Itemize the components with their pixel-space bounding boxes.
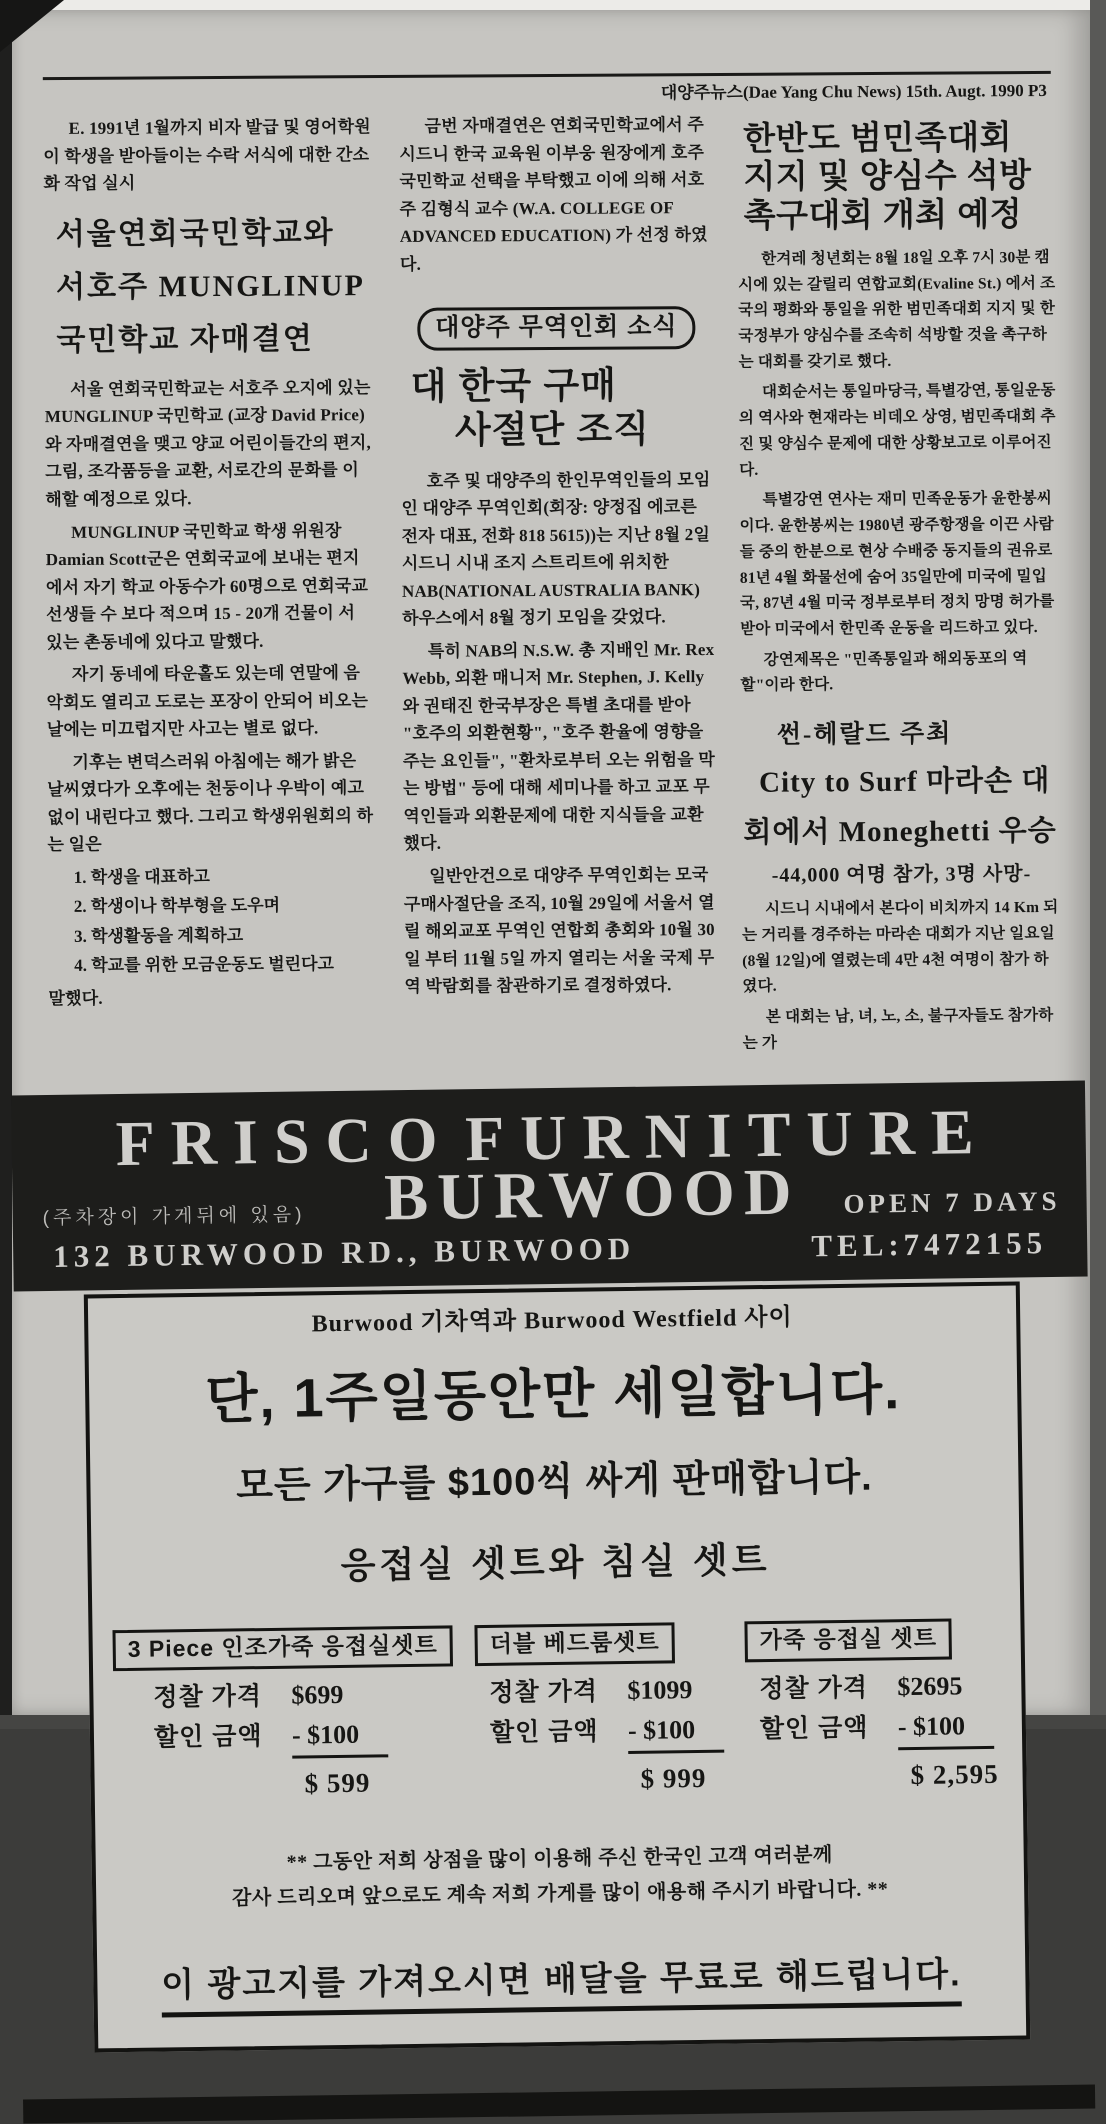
price-label: 할인 금액 — [153, 1722, 263, 1753]
price-row — [153, 1677, 453, 1715]
price-label: 정찰 가격 — [759, 1674, 869, 1704]
article-paragraph: 대회순서는 통일마당극, 특별강연, 통일운동의 역사와 현재라는 비데오 상영, 범민족대회 추진 및 양심수 문제에 대한 상황보고로 이루어진다. — [738, 382, 1056, 479]
article-paragraph: 기후는 변덕스러워 아침에는 해가 밝은 날씨였다가 오후에는 천둥이나 우박이 예고없이 내린다고 했다. 그리고 학생위원회의 하는 일은 — [47, 750, 374, 855]
price-box-double-bedroom — [474, 1623, 724, 1800]
ad-bottom-rule — [23, 2085, 1095, 2124]
list-item: 1. 학생을 대표하고 — [73, 866, 210, 887]
price-label: 할인 금액 — [759, 1714, 869, 1744]
article-paragraph: 특별강연 연사는 재미 민족운동가 윤한봉씨이다. 윤한봉씨는 1980년 광주항쟁을 이끈 사람들 중의 한분으로 현상 수배중 동지들의 권유로 81년 4월 화물선에 숨어 35일만에 미국에 밀입국, 87년 4월 미국 정부로부터 정치 망명 허가를 받아 미국에서 한민족 운동을 리드하고 있다. — [739, 490, 1055, 638]
article-rally-and-marathon — [737, 104, 1063, 1061]
price-label: 할인 금액 — [489, 1717, 599, 1748]
price-box-title: 3 Piece 인조가죽 응접실셋트 — [112, 1626, 453, 1671]
open-days: OPEN 7 DAYS — [843, 1186, 1061, 1220]
price-box-title: 더블 베드룸셋트 — [474, 1623, 674, 1667]
headline-line: 서호주 MUNGLINUP — [55, 269, 365, 305]
headline-line: 사절단 조직 — [454, 408, 651, 451]
headline-line: 국민학교 자매결연 — [56, 322, 314, 358]
price-label: 정찰 가격 — [489, 1678, 599, 1708]
price-total: $ 999 — [640, 1763, 707, 1795]
price-box-sofa-3piece — [112, 1626, 454, 1804]
price-value: $2695 — [897, 1671, 963, 1702]
section-badge: 대양주 무역인회 소식 — [417, 306, 696, 350]
article-paragraph: 본 대회는 남, 녀, 노, 소, 불구자들도 참가하는 가 — [742, 1006, 1054, 1052]
ad-sale-box — [84, 1282, 1030, 2052]
store-name-word: FRISCO — [115, 1103, 454, 1180]
article-paragraph: 말했다. — [48, 988, 103, 1009]
article-paragraph: MUNGLINUP 국민학교 학생 위원장 Damian Scott군은 연회국교에 보내는 편지에서 자기 학교 아동수가 60명으로 연회국교 선생들 수 보다 적으며 15 - 20개 건물이 서 있는 촌동네에 있다고 말했다. — [45, 520, 369, 652]
price-total: $ 599 — [304, 1767, 371, 1799]
price-value: - $100 — [898, 1709, 995, 1750]
price-row — [490, 1713, 725, 1756]
price-row — [154, 1717, 455, 1761]
article-trade-association — [399, 106, 716, 1005]
headline-line: 대 한국 구매 — [410, 364, 618, 407]
price-label: 정찰 가격 — [153, 1682, 263, 1713]
list-item: 2. 학생이나 학부형을 도우며 — [73, 896, 281, 917]
article-paragraph: 한겨레 청년회는 8월 18일 오후 7시 30분 캠시에 있는 갈릴리 연합교회(Evaline St.) 에서 조국의 평화와 통일을 위한 범민족대회 지지 및 한국정부가 양심수를 조속히 석방할 것을 촉구하는 대회를 갖기로 했다. — [738, 248, 1056, 371]
headline-line: 회에서 Moneghetti 우승 — [743, 815, 1057, 850]
masthead-rule — [43, 71, 1051, 80]
article-headline — [743, 118, 1058, 235]
headline-line: 서울연회국민학교와 — [55, 215, 335, 251]
numbered-list — [74, 862, 379, 980]
headline-deck: -44,000 여명 참가, 3명 사망- — [771, 863, 1032, 887]
article-paragraph: 일반안건으로 대양주 무역인회는 모국 구매사절단을 조직, 10월 29일에 서울서 열릴 해외교포 무역인 연합회 총회와 10월 30일 부터 11월 5일 까지 열리는 서울 국제 무역 박람회를 참관하기로 결정하였다. — [403, 865, 715, 997]
headline-line: City to Surf 마라손 대 — [759, 764, 1051, 799]
thank-you-line: 감사 드리오며 앞으로도 계속 저희 가게를 많이 애용해 주시기 바랍니다. ** — [231, 1878, 889, 1910]
ad-banner — [11, 1081, 1088, 1292]
photo-corner — [0, 0, 64, 52]
list-item: 3. 학생활동을 계획하고 — [73, 925, 244, 946]
price-row — [489, 1673, 723, 1710]
store-name-word: FURNITURE — [464, 1096, 991, 1175]
furniture-advertisement — [9, 1081, 1101, 2124]
price-value: - $100 — [292, 1718, 389, 1759]
store-address: 132 BURWOOD RD., BURWOOD — [53, 1231, 636, 1275]
free-delivery-note: 이 광고지를 가져오시면 배달을 무료로 해드립니다. — [161, 1955, 962, 2018]
article-paragraph: 서울 연회국민학교는 서호주 오지에 있는 MUNGLINUP 국민학교 (교장 David Price)와 자매결연을 맺고 양교 어린이들간의 편지, 그림, 조각품등을 교환, 서로간의 문화를 이해할 예정으로 있다. — [44, 377, 372, 510]
store-name-word: BURWOOD — [383, 1156, 801, 1235]
article-paragraph: 시드니 시내에서 본다이 비치까지 14 Km 되는 거리를 경주하는 마라손 대회가 지난 일요일 (8월 12일)에 열렸는데 4만 4천 여명이 참가 하였다. — [742, 899, 1059, 996]
store-location-note: Burwood 기차역과 Burwood Westfield 사이 — [311, 1305, 793, 1339]
thank-you-line: ** 그동안 저희 상점을 많이 이용해 주신 한국인 고객 여러분께 — [286, 1844, 833, 1875]
price-box-leather-sofa — [744, 1619, 998, 1796]
article-paragraph: 호주 및 대양주의 한인무역인들의 모임인 대양주 무역인회(회장: 양정집 에코른전자 대표, 전화 818 5615))는 지난 8월 2일 시드니 시내 조지 스트리트에 위치한 NAB(NATIONAL AUSTRALIA BANK) 하우스에서 8월 정기 모임을 갖었다. — [401, 469, 711, 629]
sale-categories: 응접실 셋트와 침실 셋트 — [340, 1539, 771, 1587]
headline-line: 지지 및 양심수 석방 — [743, 156, 1032, 196]
list-item: 4. 학교를 위한 모금운동도 벌린다고 — [74, 954, 334, 976]
article-paragraph: E. 1991년 1월까지 비자 발급 및 영어학원이 학생을 받아들이는 수락 서식에 대한 간소화 작업 실시 — [43, 117, 371, 194]
store-phone: TEL:7472155 — [811, 1225, 1048, 1264]
parking-note: (주차장이 가게뒤에 있음) — [42, 1205, 306, 1230]
sale-headline: 단, 1주일동안만 세일합니다. — [204, 1360, 902, 1430]
article-paragraph: 특히 NAB의 N.S.W. 총 지배인 Mr. Rex Webb, 외환 매니저 Mr. Stephen, J. Kelly와 권태진 한국부장은 특별 초대를 받아 "호주의 외환현황", "호주 환율에 영향을 주는 요인들", "환차로부터 오는 위험을 막는 방법" 등에 대해 세미나를 하고 교포 무역인들과 외환문제에 대한 지식들을 교환했다. — [402, 639, 715, 854]
article-paragraph: 금번 자매결연은 연회국민학교에서 주시드니 한국 교육원 이부웅 원장에게 호주 국민학교 선택을 부탁했고 이에 의해 서호주 김형식 교수 (W.A. COLLEGE OF ADVANCED EDUCATION) 가 선정 하였다. — [399, 115, 708, 274]
article-paragraph: 자기 동네에 타운홀도 있는데 연말에 음악회도 열리고 도로는 포장이 안되어 비오는 날에는 미끄럽지만 사고는 별로 없다. — [46, 663, 369, 740]
masthead: 대양주뉴스(Dae Yang Chu News) 15th. Augt. 1990 P3 — [660, 80, 1047, 103]
delivery-offer-wrap — [97, 1954, 1026, 2019]
price-value: $699 — [291, 1680, 344, 1711]
article-headline — [411, 363, 714, 454]
article-sister-schools — [43, 108, 379, 1017]
thank-you-note — [96, 1836, 1025, 1919]
price-value: - $100 — [628, 1713, 725, 1754]
newspaper-page — [12, 10, 1090, 2005]
price-row — [759, 1669, 997, 1706]
article-headline — [56, 206, 375, 368]
sale-subline: 모든 가구를 $100씩 싸게 판매합니다. — [235, 1456, 873, 1508]
price-box-title: 가죽 응접실 셋트 — [744, 1619, 952, 1663]
headline-line: 썬-헤랄드 주최 — [776, 720, 953, 749]
article-paragraph: 강연제목은 "민족통일과 해외동포의 역할"이라 한다. — [740, 649, 1028, 695]
sub-article-headline — [741, 713, 1062, 859]
price-row — [760, 1709, 999, 1752]
price-value: $1099 — [627, 1675, 693, 1706]
price-boxes — [92, 1618, 1022, 1804]
headline-line: 촉구대회 개최 예정 — [743, 194, 1023, 234]
price-total: $ 2,595 — [910, 1759, 999, 1791]
article-columns — [43, 104, 1057, 1065]
headline-line: 한반도 범민족대회 — [743, 118, 1013, 157]
